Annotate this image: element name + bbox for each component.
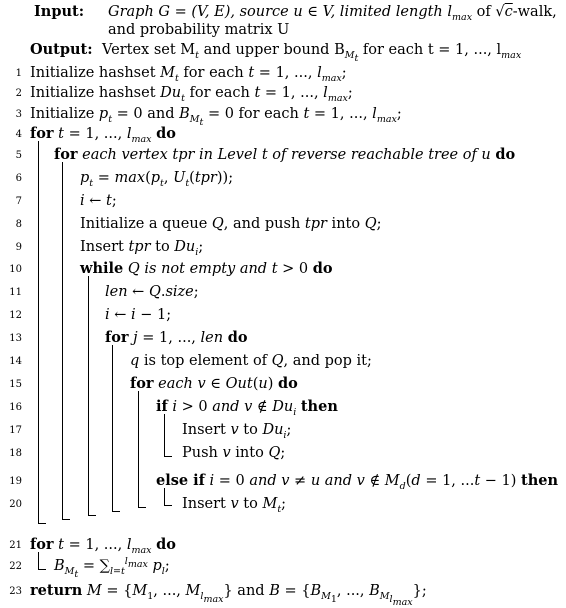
line-number: 18	[9, 448, 22, 459]
line-text: Insert v to $Du_i$;	[182, 422, 292, 441]
line-number: 2	[15, 88, 22, 99]
line-text: for t = 1, ..., $l_{max}$ do	[30, 125, 176, 145]
block-end-while-10	[88, 515, 96, 516]
line-text: len ← Q.size;	[105, 284, 199, 300]
line-text: return $M = \{M_1$, ..., $M_{l_{max}}$} and $B = \{B_{M_1}$, ..., $B_{M_{l_{max}}}$};	[30, 582, 427, 608]
line-number: 14	[9, 356, 22, 367]
line-text: Initialize $p_t = 0$ and $B_{M_t} = 0$ for each t = 1, ..., $l_{max}$;	[30, 106, 402, 128]
line-number: 11	[9, 287, 22, 298]
line-text: Push v into Q;	[182, 445, 286, 461]
block-end-for-13	[112, 511, 120, 512]
line-text: q is top element of Q, and pop it;	[130, 353, 372, 369]
block-end-for-5	[62, 519, 70, 520]
line-text: for j = 1, ..., len do	[105, 329, 248, 346]
line-text: $B_{M_t} = \sum_{l=t}^{l_{max}}$ $p_l$;	[54, 556, 170, 580]
line-text: i ← t;	[80, 193, 117, 209]
block-end-for-21	[38, 569, 46, 570]
line-text: Initialize hashset $M_t$ for each t = 1, ..., $l_{max}$;	[30, 65, 347, 84]
block-bar-for-5	[62, 162, 63, 519]
line-number: 22	[9, 561, 22, 572]
input-text-1	[108, 3, 557, 21]
line-text: i ← i − 1;	[105, 307, 172, 323]
input-text-tail-a: of √	[472, 4, 505, 20]
line-number: 8	[15, 219, 22, 230]
output-text	[102, 41, 522, 64]
line-number: 10	[9, 264, 22, 275]
output-text-c-sub: max	[501, 49, 522, 61]
line-number: 3	[15, 109, 22, 120]
output-line	[30, 41, 93, 59]
line-text: Insert tpr to $Du_i$;	[80, 239, 204, 258]
line-number: 16	[9, 402, 22, 413]
input-text-main: Graph G = (V, E), source u ∈ V, limited length l	[108, 4, 453, 20]
line-number: 17	[9, 425, 22, 436]
output-text-b-subsub: t	[354, 52, 359, 64]
block-bar-while-10	[88, 276, 89, 515]
line-number: 6	[15, 173, 22, 184]
line-text: while Q is not empty and t > 0 do	[80, 260, 333, 277]
block-bar-for-4	[38, 141, 39, 523]
input-text-2: and probability matrix U	[108, 22, 290, 38]
line-number: 9	[15, 242, 22, 253]
line-number: 1	[15, 68, 22, 79]
output-text-a-sub: t	[195, 49, 199, 61]
block-bar-if-16	[164, 414, 165, 456]
line-number: 19	[9, 476, 22, 487]
line-number: 15	[9, 379, 22, 390]
line-text: Insert v to $M_t$;	[182, 496, 287, 515]
line-number: 20	[9, 499, 22, 510]
line-number: 21	[9, 540, 22, 551]
output-label: Output:	[30, 41, 93, 58]
block-end-else-19	[164, 505, 172, 506]
block-end-if-16	[164, 456, 172, 457]
output-text-b-sub: M	[344, 49, 355, 61]
input-line	[34, 3, 84, 21]
line-text: for t = 1, ..., $l_{max}$ do	[30, 536, 176, 556]
input-text-tail-c: -walk,	[512, 4, 557, 20]
line-text: if i > 0 and v ∉ $Du_i$ then	[156, 398, 338, 418]
input-text-tail-b: c	[504, 4, 513, 20]
line-number: 23	[9, 586, 22, 597]
input-label: Input:	[34, 3, 85, 20]
line-text: for each v ∈ Out(u) do	[130, 375, 298, 392]
output-text-c: for each t = 1, ..., l	[358, 42, 502, 58]
input-text-sub: max	[452, 11, 473, 23]
block-bar-for-15	[138, 391, 139, 507]
output-text-a: Vertex set M	[102, 42, 196, 58]
line-text: Initialize a queue Q, and push tpr into Q;	[80, 216, 382, 232]
line-text: for each vertex tpr in Level t of reverse reachable tree of u do	[54, 146, 516, 163]
line-text: Initialize hashset $Du_t$ for each t = 1, ..., $l_{max}$;	[30, 85, 353, 104]
line-text: else if i = 0 and v ≠ u and v ∉ $M_d(d = 1$, ...t − 1) then	[156, 472, 559, 492]
line-number: 12	[9, 310, 22, 321]
line-number: 13	[9, 333, 22, 344]
line-number: 4	[15, 129, 22, 140]
block-bar-for-13	[112, 345, 113, 511]
line-number: 5	[15, 150, 22, 161]
line-number: 7	[15, 196, 22, 207]
line-text: $p_t = \max(p_t$, $U_t(tpr)$);	[80, 170, 234, 189]
block-end-for-15	[138, 507, 146, 508]
block-end-for-4	[38, 523, 46, 524]
output-text-b: and upper bound B	[198, 42, 345, 58]
